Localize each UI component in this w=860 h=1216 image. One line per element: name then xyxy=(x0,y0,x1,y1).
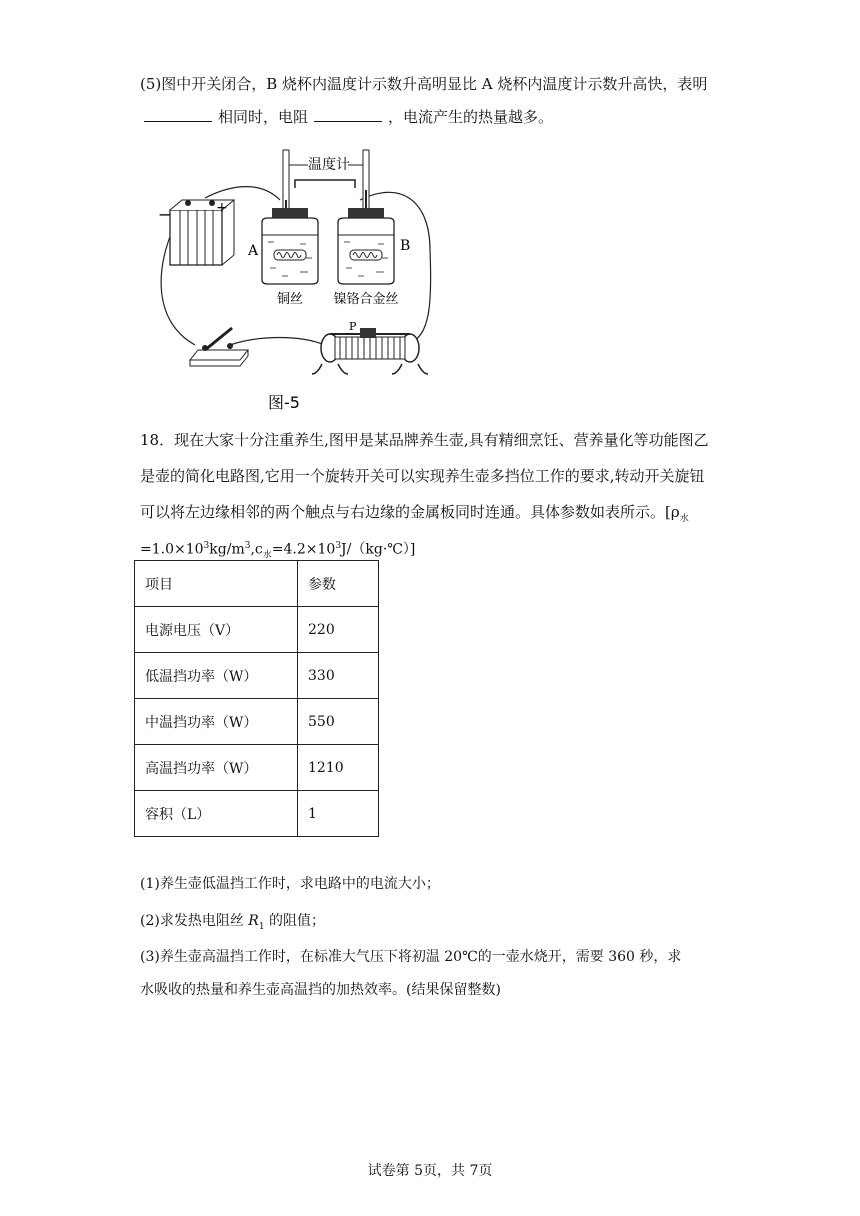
table-cell: 中温挡功率（W） xyxy=(135,699,298,745)
circuit-diagram xyxy=(150,140,450,415)
q18-line3 xyxy=(140,501,689,530)
table-cell: 低温挡功率（W） xyxy=(135,653,298,699)
q5-line2 xyxy=(140,106,553,128)
table-header: 参数 xyxy=(298,561,379,607)
subquestion-1: (1)养生壶低温挡工作时，求电路中的电流大小； xyxy=(140,876,440,892)
subquestion-2-end: 的阻值； xyxy=(264,913,326,929)
beaker-b-label: B xyxy=(400,238,411,254)
q18-line3-text: 可以将左边缘相邻的两个触点与右边缘的金属板同时连通。具体参数如表所示。[ρ xyxy=(140,503,680,521)
c-symbol: ,c xyxy=(250,541,263,558)
density-value: =1.0×10 xyxy=(140,541,204,558)
sup: 3 xyxy=(244,541,251,551)
table-header-row xyxy=(135,561,379,607)
table-cell: 1210 xyxy=(298,745,379,791)
answer-blank-2[interactable] xyxy=(314,107,382,122)
q5-line1: (5)图中开关闭合，B 烧杯内温度计示数升高明显比 A 烧杯内温度计示数升高快，表明 xyxy=(140,75,708,93)
beaker-a-label: A xyxy=(248,243,259,259)
subquestion-2-text: (2)求发热电阻丝 xyxy=(140,913,249,929)
table-row xyxy=(135,699,379,745)
nichrome-wire-label: 镍铬合金丝 xyxy=(333,292,399,307)
resistor-symbol: R xyxy=(248,913,259,929)
sup: 3 xyxy=(335,541,342,551)
table-row xyxy=(135,791,379,837)
rho-subscript: 水 xyxy=(679,514,689,524)
table-cell: 220 xyxy=(298,607,379,653)
subquestion-2 xyxy=(140,910,325,938)
subquestion-3-line2: 水吸收的热量和养生壶高温挡的加热效率。(结果保留整数) xyxy=(140,982,501,998)
subquestion-3-line1: (3)养生壶高温挡工作时，在标准大气压下将初温 20℃的一壶水烧开，需要 360 秒，求 xyxy=(140,949,682,965)
unit: J/（kg·℃）] xyxy=(341,541,416,558)
circuit-figure xyxy=(150,140,450,415)
thermometer-label: 温度计 xyxy=(308,157,350,173)
table-header: 项目 xyxy=(135,561,298,607)
rheostat-icon xyxy=(312,328,428,374)
minus-sign: − xyxy=(158,205,172,224)
wire-switch-rheostat xyxy=(230,338,325,346)
c-subscript: 水 xyxy=(262,550,272,561)
slider-label: P xyxy=(349,320,357,333)
resistor-subscript: 1 xyxy=(258,921,265,932)
table-cell: 高温挡功率（W） xyxy=(135,745,298,791)
heat-capacity-value: =4.2×10 xyxy=(271,541,336,558)
table-cell: 容积（L） xyxy=(135,791,298,837)
table-cell: 电源电压（V） xyxy=(135,607,298,653)
beaker-b xyxy=(338,208,394,284)
table-cell: 330 xyxy=(298,653,379,699)
copper-wire-label: 铜丝 xyxy=(276,292,304,307)
figure-caption: 图-5 xyxy=(268,393,300,412)
table-row xyxy=(135,607,379,653)
wire-battery-beaker-a xyxy=(205,187,280,200)
q18-line2: 是壶的简化电路图,它用一个旋转开关可以实现养生壶多挡位工作的要求,转动开关旋钮 xyxy=(140,467,705,485)
table-row xyxy=(135,745,379,791)
table-cell: 1 xyxy=(298,791,379,837)
page-footer: 试卷第 5页，共 7页 xyxy=(367,1163,493,1179)
table-row xyxy=(135,653,379,699)
parameter-table xyxy=(134,560,379,837)
switch-icon xyxy=(190,328,248,366)
answer-blank-1[interactable] xyxy=(144,107,212,122)
q18-line1: 18．现在大家十分注重养生,图甲是某品牌养生壶,具有精细烹饪、营养量化等功能图乙 xyxy=(140,431,709,449)
q5-line2-mid: 相同时，电阻 xyxy=(218,108,309,126)
beaker-a xyxy=(262,208,318,284)
plus-sign: + xyxy=(216,200,228,216)
unit: kg/m xyxy=(209,541,245,558)
sup: 3 xyxy=(203,541,210,551)
q5-line2-end: ，电流产生的热量越多。 xyxy=(388,108,554,126)
table-cell: 550 xyxy=(298,699,379,745)
